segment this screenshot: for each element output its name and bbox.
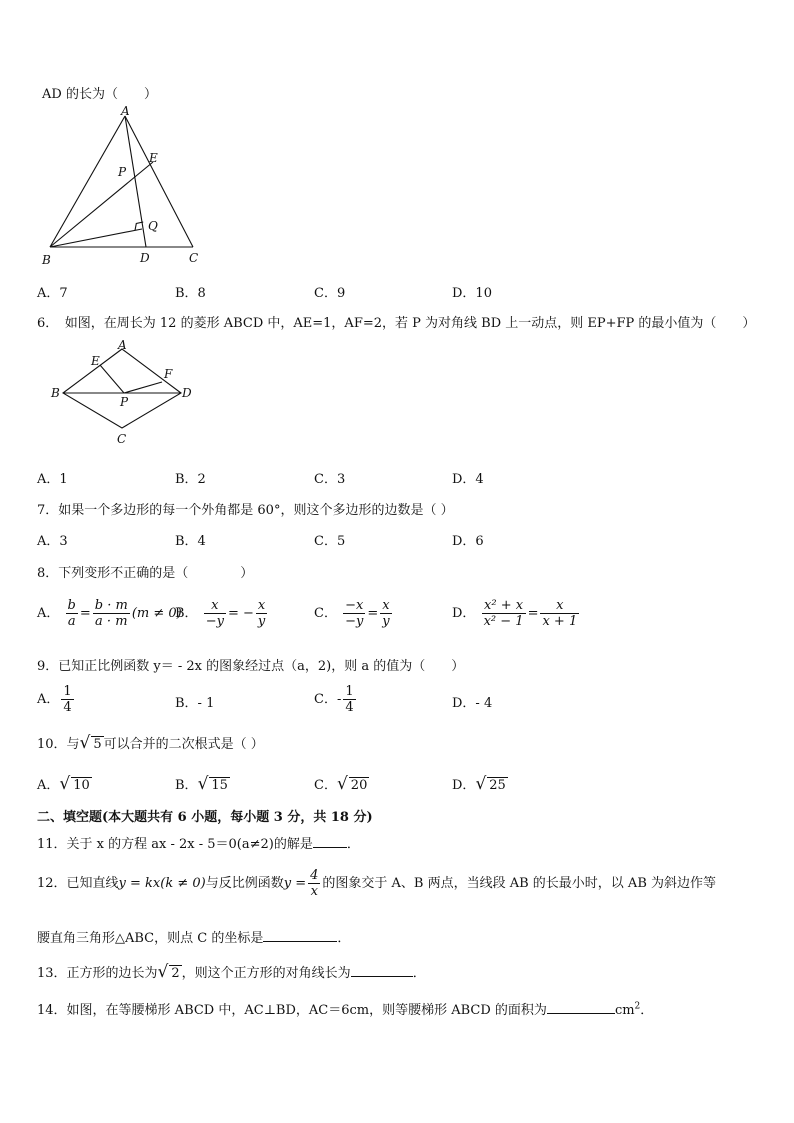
- q5-label-q: Q: [148, 219, 158, 233]
- q7-option-c: C．5: [314, 534, 346, 549]
- q5-option-a: A．7: [37, 286, 68, 301]
- q6-label-a: A: [118, 338, 127, 352]
- q5-triangle-figure: [30, 104, 230, 270]
- q7-option-b: B．4: [175, 534, 206, 549]
- q8-stem: 8．下列变形不正确的是（ ）: [37, 566, 254, 581]
- q6-stem: 6． 如图，在周长为 12 的菱形 ABCD 中，AE=1，AF=2，若 P 为对角线 BD 上一动点，则 EP+FP 的最小值为（ ）: [37, 316, 756, 331]
- q6-label-d: D: [182, 386, 192, 400]
- q6-option-d: D．4: [452, 472, 484, 487]
- q5-label-b: B: [42, 253, 51, 267]
- q8-option-c: C． $\frac{-x}{-y}$ = $\frac{x}{y}$: [314, 598, 390, 629]
- q7-option-a: A．3: [37, 534, 68, 549]
- q11-stem: 11．关于 x 的方程 ax - 2x - 5＝0(a≠2)的解是 ．: [37, 833, 360, 852]
- q11-answer-blank[interactable]: [313, 834, 347, 848]
- q5-label-d: D: [140, 251, 150, 265]
- q7-option-d: D．6: [452, 534, 484, 549]
- q10-option-a: A．√ 10: [37, 774, 90, 794]
- q9-option-a: A． $\frac{1}{4}$: [37, 684, 72, 715]
- q9-option-d: D．- 4: [452, 696, 493, 711]
- q6-option-c: C．3: [314, 472, 346, 487]
- q14-stem: 14．如图，在等腰梯形 ABCD 中，AC⊥BD，AC＝6cm，则等腰梯形 ABCD 的面积为 $cm^2$．: [37, 1001, 654, 1018]
- q12-line1: 12．已知直线y = kx(k ≠ 0)与反比例函数y = $\frac{4}{x}$ 的图象交于 A、B 两点，当线段 AB 的长最小时，以 AB 为斜边作等: [37, 868, 717, 899]
- q12-answer-blank[interactable]: [263, 928, 337, 942]
- q5-label-a: A: [121, 104, 130, 118]
- q6-label-e: E: [91, 354, 100, 368]
- q6-label-f: F: [164, 367, 173, 381]
- q6-option-a: A．1: [37, 472, 68, 487]
- section-fill-in-title: 二、填空题(本大题共有 6 小题，每小题 3 分，共 18 分): [37, 810, 373, 825]
- q8-a-rhs-fraction: $\frac{b \cdot m}{a \cdot m}$: [94, 598, 128, 629]
- q6-label-c: C: [117, 432, 127, 446]
- q9-stem: 9．已知正比例函数 y＝ - 2x 的图象经过点（a，2)，则 a 的值为（ ）: [37, 659, 465, 674]
- q8-option-b: B． $\frac{x}{-y}$ = − $\frac{x}{y}$: [175, 598, 266, 629]
- q6-label-p: P: [120, 395, 129, 409]
- q9-option-b: B．- 1: [175, 696, 215, 711]
- q13-stem: 13．正方形的边长为√ 2 ，则这个正方形的对角线长为 ．: [37, 962, 426, 982]
- q10-stem: 10．与√ 5 可以合并的二次根式是（ ）: [37, 733, 264, 753]
- q14-answer-blank[interactable]: [547, 1000, 615, 1014]
- q5-option-c: C．9: [314, 286, 346, 301]
- q9-option-c: C．- $\frac{1}{4}$: [314, 684, 354, 715]
- q10-option-b: B．√ 15: [175, 774, 228, 794]
- q8-option-d: D． $\frac{\text{x² + x}}{\text{x² − 1}}$ = $\frac{x}{x + 1}$: [452, 598, 578, 629]
- q8-option-a: A． $\frac{b}{a}$ = $\frac{b \cdot m}{a \cdot m}$ (m ≠ 0): [37, 598, 182, 629]
- q6-label-b: B: [51, 386, 60, 400]
- q8-a-lhs-fraction: $\frac{b}{a}$: [67, 598, 76, 629]
- q6-option-b: B．2: [175, 472, 206, 487]
- q5-option-b: B．8: [175, 286, 206, 301]
- q10-option-c: C．√ 20: [314, 774, 368, 794]
- q5-stem: AD 的长为（ ）: [42, 87, 157, 102]
- q5-label-e: E: [149, 151, 158, 165]
- q5-label-c: C: [189, 251, 199, 265]
- q13-answer-blank[interactable]: [351, 963, 413, 977]
- q7-stem: 7．如果一个多边形的每一个外角都是 60°，则这个多边形的边数是（ ）: [37, 503, 454, 518]
- q6-rhombus-figure: [40, 336, 210, 448]
- q5-label-p: P: [118, 165, 127, 179]
- q10-option-d: D．√ 25: [452, 774, 506, 794]
- q12-line2: 腰直角三角形△ABC，则点 C 的坐标是 ．: [37, 927, 350, 946]
- q5-option-d: D．10: [452, 286, 492, 301]
